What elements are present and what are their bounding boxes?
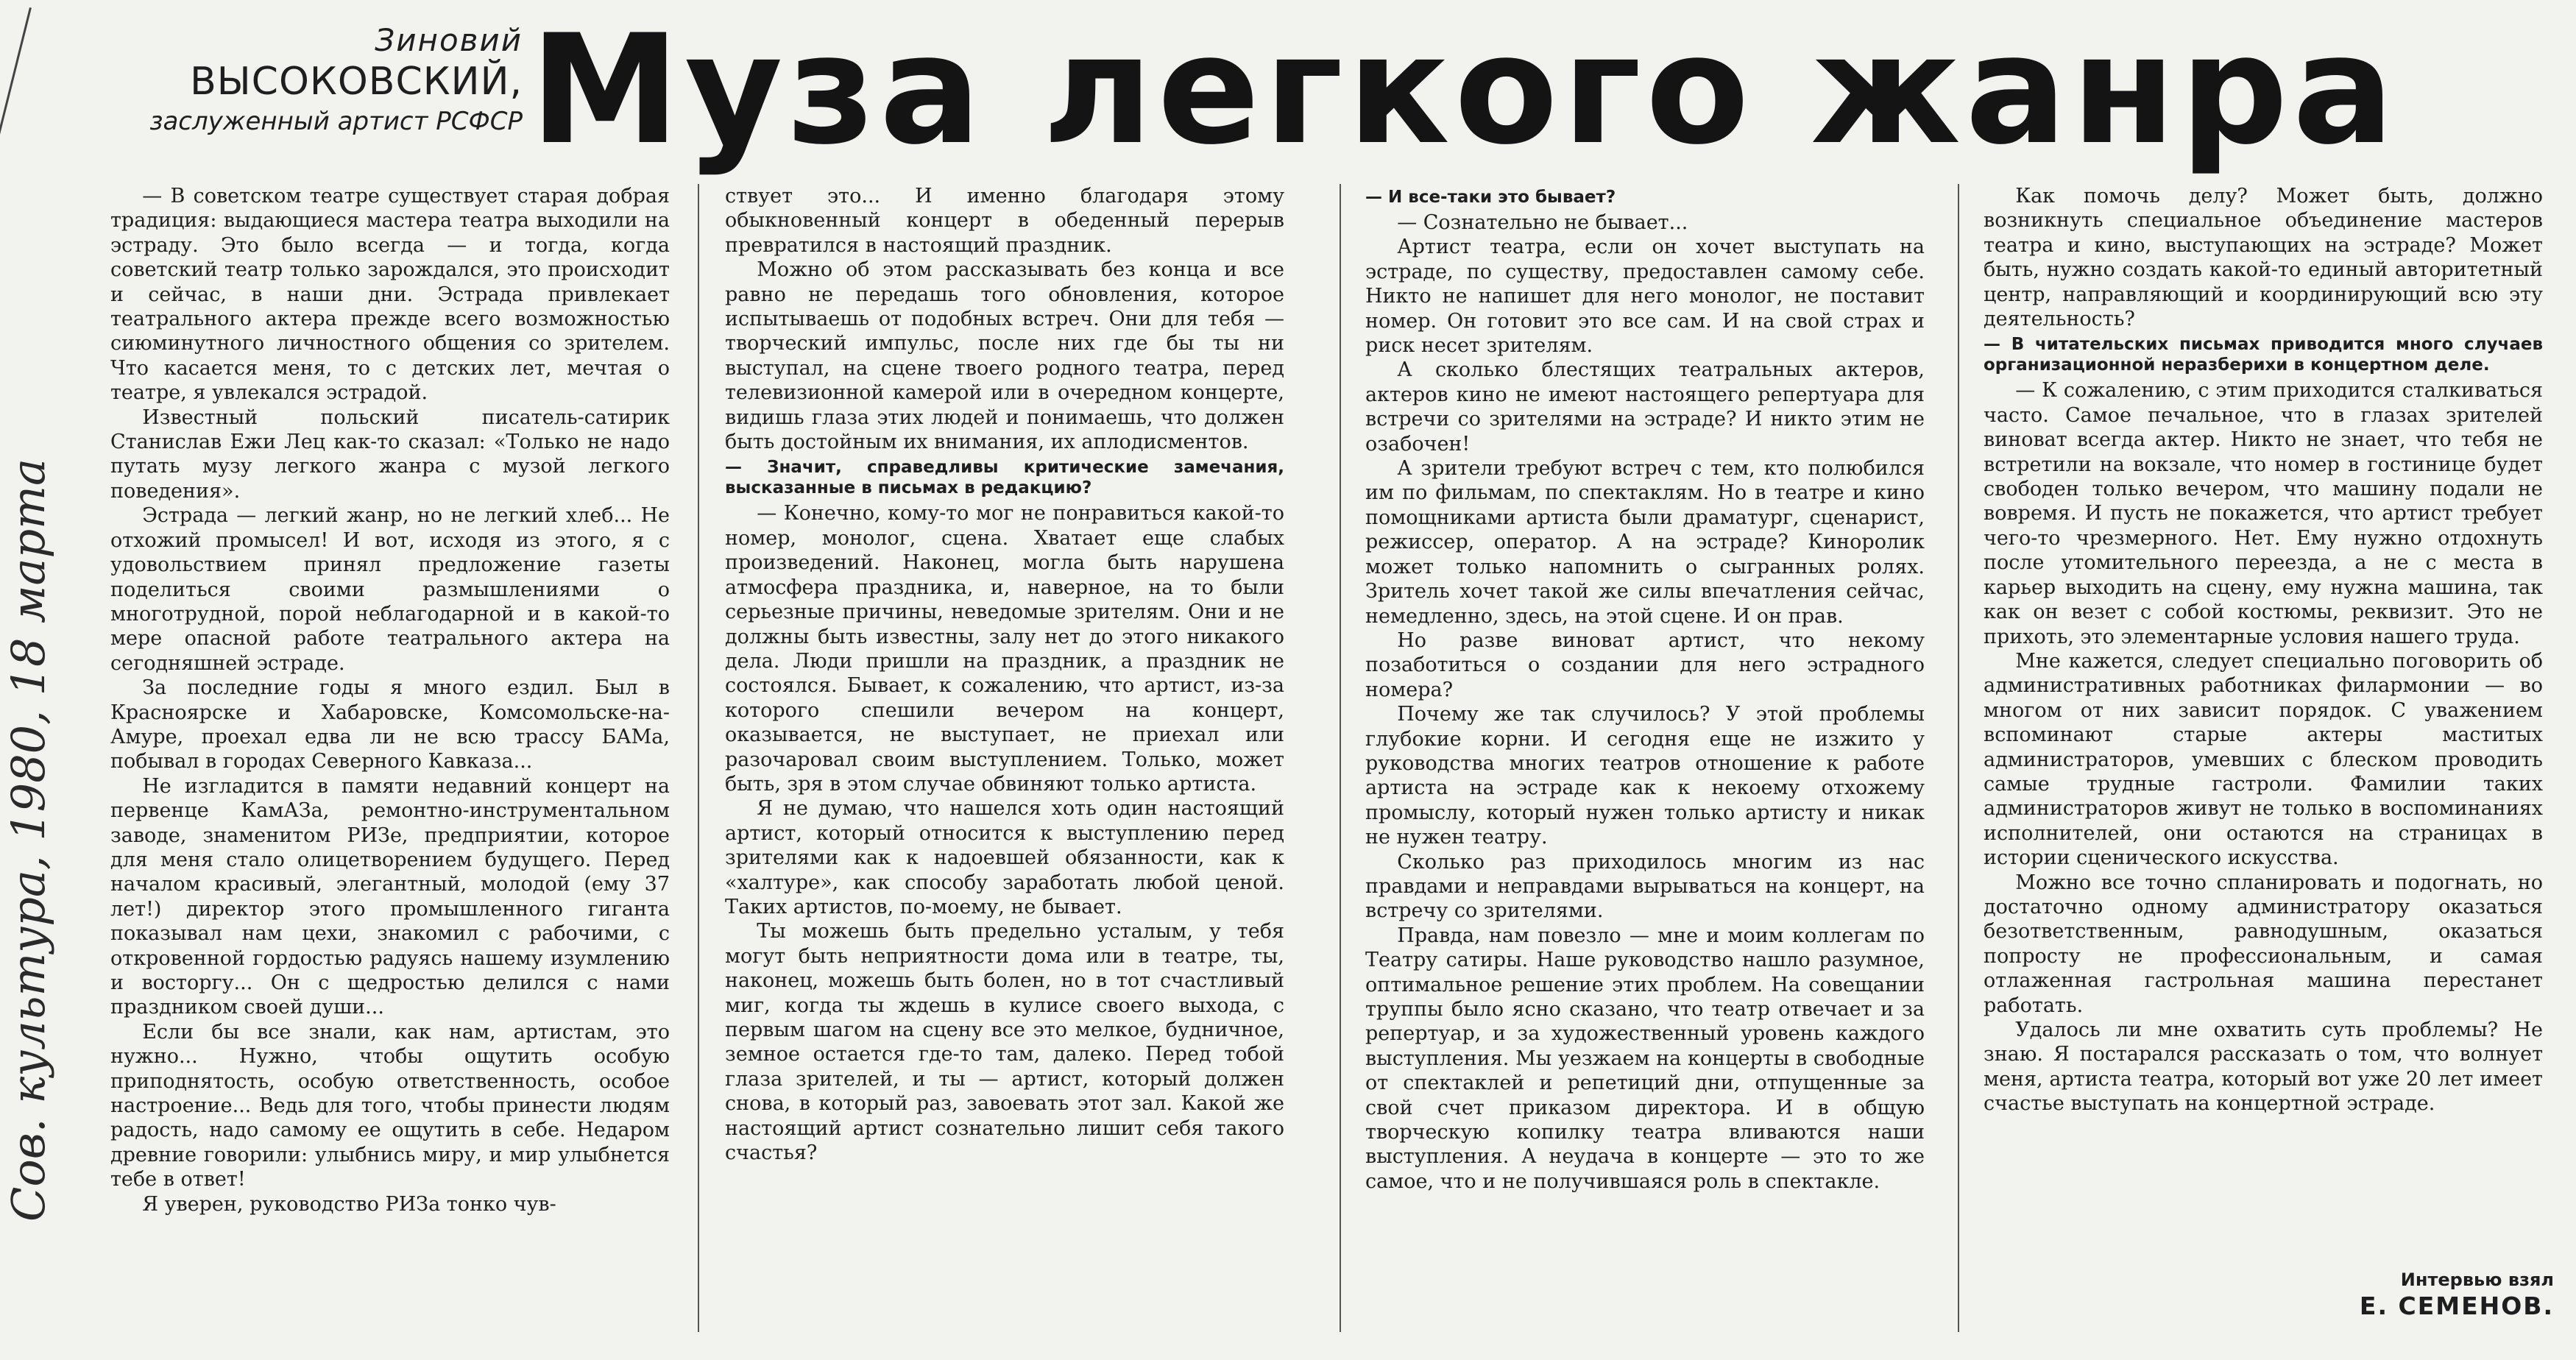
paragraph: Правда, нам повезло — мне и моим коллегам по Театру сатиры. Наше руководство нашло разумное, оптимальное решение этих проблем. На совещании труппы было ясно сказано, что театр отвечает и за репертуар, и за художественный уровень каждого выступления. Мы уезжаем на концерты в свободные от спектаклей и репетиций дни, отпущенные за свой счет приказом директора. И в общую творческую копилку театра вливаются наши выступления. А неудача в концерте — это то же самое, что и не получившаяся роль в спектакле.	[1365, 924, 1925, 1193]
column-divider	[698, 184, 699, 1332]
interview-question: — В читательских письмах приводится много случаев организационной неразберихи в концертном деле.	[1984, 335, 2543, 375]
paragraph: Как помочь делу? Может быть, должно возникнуть специальное объединение мастеров театра и кино, выступающих на эстраде? Может быть, нужно создать какой-то единый авторитетный центр, направляющий и координирующий всю эту деятельность?	[1984, 185, 2543, 331]
paragraph: Я не думаю, что нашелся хоть один настоящий артист, который относится к выступлению перед зрителями как к надоевшей обязанности, как к «халтуре», как способу заработать любой ценой. Таких артистов, по-моему, не бывает.	[725, 797, 1284, 918]
paragraph: Эстрада — легкий жанр, но не легкий хлеб... Не отхожий промысел! И вот, исходя из этого, я с удовольствием принял предложение газеты поделиться своими размышлениями о многотрудной, порой неблагодарной и в какой-то мере опасной работе театрального актера на сегодняшней эстраде.	[110, 504, 670, 675]
paragraph: Но разве виноват артист, что некому позаботиться о создании для него эстрадного номера?	[1365, 628, 1925, 701]
article-column-3	[1365, 184, 1925, 1194]
article-column-1	[110, 184, 670, 1216]
paragraph: Артист театра, если он хочет выступать на эстраде, по существу, предоставлен самому себе. Никто не напишет для него монолог, не поставит номер. Он готовит это все сам. И на свой страх и риск несет зрителям.	[1365, 235, 1925, 358]
paragraph: Можно об этом рассказывать без конца и все равно не передашь того обновления, которое испытываешь от подобных встреч. Они для тебя — творческий импульс, после них где бы ты ни выступал, на сцене твоего родного театра, перед телевизионной камерой или в очередном концерте, видишь глаза этих людей и понимаешь, что должен быть достойным их внимания, их аплодисментов.	[725, 258, 1284, 454]
paragraph: Удалось ли мне охватить суть проблемы? Не знаю. Я постарался рассказать о том, что волнует меня, артиста театра, который вот уже 20 лет имеет счастье выступать на концертной эстраде.	[1984, 1019, 2543, 1116]
paragraph: Известный польский писатель-сатирик Станислав Ежи Лец как-то сказал: «Только не надо путать музу легкого жанра с музой легкого поведения».	[110, 405, 670, 503]
pen-stroke	[0, 7, 32, 244]
paragraph: Я уверен, руководство РИЗа тонко чув-	[142, 1192, 556, 1216]
column-divider	[1340, 184, 1341, 1332]
article-column-4	[1984, 184, 2543, 1116]
paragraph: Почему же так случилось? У этой проблемы глубокие корни. И сегодня еще не изжито у руководства многих театров отношение к работе артиста на эстраде как к некоему отхожему промыслу, который нужен только артисту и никак не нужен театру.	[1365, 703, 1925, 849]
author-title: заслуженный артист РСФСР	[149, 107, 523, 136]
paragraph: Мне кажется, следует специально поговорить об административных работниках филармонии — во многом от них зависит порядок. С уважением вспоминают старые актеры маститых администраторов, умевших с блеском проводить самые трудные гастроли. Фамилии таких администраторов живут не только в воспоминаниях исполнителей, они остаются на страницах в истории сценического искусства.	[1984, 649, 2543, 870]
headline: Муза легкого жанра	[530, 3, 2399, 178]
interview-question: — Значит, справедливы критические замечания, высказанные в письмах в редакцию?	[725, 458, 1284, 498]
paragraph: — К сожалению, с этим приходится сталкиваться часто. Самое печальное, что в глазах зрителей виноват всегда актер. Никто не знает, что тебя не встретили на вокзале, что номер в гостинице будет свободен только вечером, что машину подали не вовремя. И пусть не покажется, что артист требует чего-то чрезмерного. Нет. Ему нужно отдохнуть после утомительного переезда, а не с места в карьер выходить на сцену, ему нужна машина, так как он везет с собой костюмы, реквизит. Это не прихоть, это элементарные условия нашего труда.	[1984, 379, 2543, 648]
paragraph: ствует это... И именно благодаря этому обыкновенный концерт в обеденный перерыв превратился в настоящий праздник.	[725, 185, 1284, 257]
paragraph: А зрители требуют встреч с тем, кто полюбился им по фильмам, по спектаклям. Но в театре и кино помощниками артиста были драматург, сценарист, режиссер, оператор. А на эстраде? Киноролик может только напомнить о сыгранных ролях. Зритель хочет такой же силы впечатления сейчас, немедленно, здесь, на этой сцене. И он прав.	[1365, 457, 1925, 628]
signature	[2333, 1269, 2554, 1320]
paragraph: — Конечно, кому-то мог не понравиться какой-то номер, монолог, сцена. Хватает еще слабых произведений. Наконец, могла быть нарушена атмосфера праздника, и, наверное, на то были серьезные причины, неведомые зрителям. Они и не должны быть известны, залу нет до этого никакого дела. Люди пришли на праздник, а праздник не состоялся. Бывает, к сожалению, что артист, из-за которого спешили вечером на концерт, оказывается, не выступает, не приехал или разочаровал своим выступлением. Только, может быть, зря в этом случае обвиняют только артиста.	[725, 502, 1284, 796]
paragraph: А сколько блестящих театральных актеров, актеров кино не имеют настоящего репертуара для встречи со зрителями на эстраде? И никто этим не озабочен!	[1365, 358, 1925, 456]
interview-question: — И все-таки это бывает?	[1365, 188, 1616, 207]
handwritten-note: Сов. культура, 1980, 18 марта	[1, 458, 55, 1222]
paragraph: Если бы все знали, как нам, артистам, это нужно... Нужно, чтобы ощутить особую приподнятость, особую ответственность, особое настроение... Ведь для того, чтобы принести людям радость, надо самому ее ощутить в себе. Недаром древние говорили: улыбнись миру, и мир улыбнется тебе в ответ!	[110, 1020, 670, 1191]
signature-name: Е. СЕМЕНОВ.	[2359, 1292, 2554, 1320]
paragraph: — В советском театре существует старая добрая традиция: выдающиеся мастера театра выходили на эстраду. Это было всегда — и тогда, когда советский театр только зарождался, это происходит и сейчас, в наши дни. Эстрада привлекает театрального актера прежде всего возможностью сиюминутного личностного общения со зрителем. Что касается меня, то с детских лет, мечтая о театре, я увлекался эстрадой.	[110, 185, 670, 405]
byline	[110, 22, 523, 136]
paragraph: Сколько раз приходилось многим из нас правдами и неправдами вырываться на концерт, на встречу со зрителями.	[1365, 850, 1925, 923]
paragraph: За последние годы я много ездил. Был в Красноярске и Хабаровске, Комсомольске-на-Амуре, проехал едва ли не всю трассу БАМа, побывал в городах Северного Кавказа...	[110, 676, 670, 773]
column-divider	[1958, 184, 1959, 1332]
paragraph: Можно все точно спланировать и подогнать, но достаточно одному администратору оказаться безответственным, равнодушным, оказаться попросту не профессиональным, и самая отлаженная гастрольная машина перестанет работать.	[1984, 871, 2543, 1017]
author-first-name: Зиновий	[375, 22, 523, 58]
article-column-2	[725, 184, 1284, 1165]
paragraph: Ты можешь быть предельно усталым, у тебя могут быть неприятности дома или в театре, ты, наконец, можешь быть болен, но в тот счастливый миг, когда ты ждешь в кулисе своего выхода, с первым шагом на сцену все это мелкое, будничное, земное остается где-то там, далеко. Перед тобой глаза зрителей, и ты — артист, который должен снова, в который раз, завоевать этот зал. Какой же настоящий артист сознательно лишит себя такого счастья?	[725, 920, 1284, 1165]
paragraph: — Сознательно не бывает...	[1397, 211, 1688, 234]
signature-by: Интервью взял	[2400, 1269, 2554, 1290]
paragraph: Не изгладится в памяти недавний концерт на первенце КамАЗа, ремонтно-инструментальном заводе, знаменитом РИЗе, предприятии, которое для меня стало олицетворением будущего. Перед началом красивый, элегантный, молодой (ему 37 лет!) директор этого промышленного гиганта показывал нам цехи, знакомил с рабочими, с откровенной гордостью радуясь нашему изумлению и восторгу... Он с щедростью делился с нами праздником своей души...	[110, 774, 670, 1019]
author-last-name: ВЫСОКОВСКИЙ,	[190, 60, 523, 104]
